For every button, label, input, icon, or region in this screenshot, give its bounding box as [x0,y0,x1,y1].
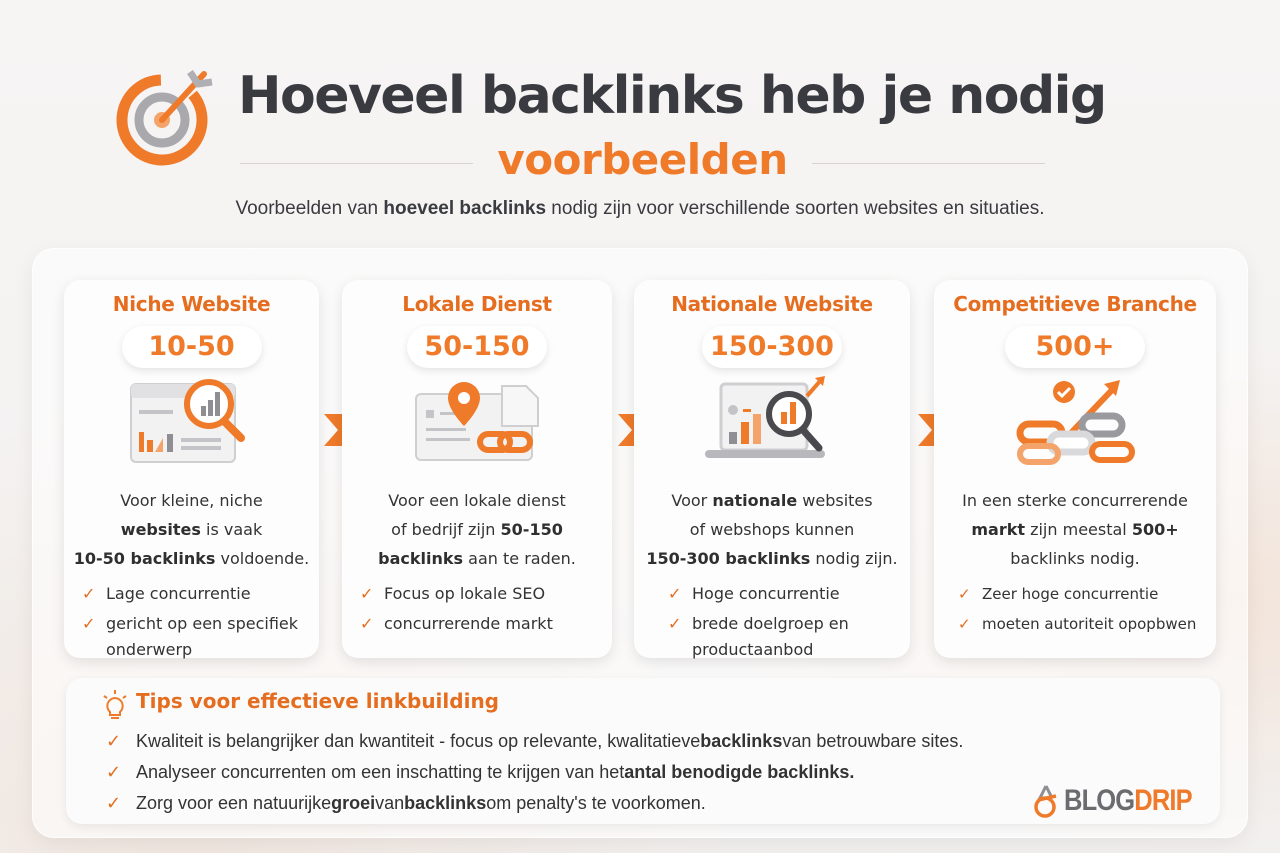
backlink-range-badge: 50-150 [407,326,547,368]
feature-list [634,581,910,663]
backlink-range-badge: 150-300 [702,326,842,368]
feature-item: ✓ concurrerende markt [360,611,612,637]
card-description: Voor nationale websites of webshops kunnen 150-300 backlinks nodig zijn. [646,491,898,568]
feature-item: ✓ Lage concurrentie [82,581,319,607]
tip-item: ✓ Zorg voor een natuurijke groei van backlinks om penalty's te voorkomen. [106,793,706,814]
backlink-range-badge: 500+ [1005,326,1145,368]
check-icon: ✓ [106,793,122,814]
intro-text [0,198,1280,220]
card-title: Competitieve Branche [953,292,1197,316]
laptop-growth-icon [697,376,847,468]
tip-item: ✓ Kwaliteit is belangrijker dan kwantiteit - focus op relevante, kwalitatieve backlinks van betrouwbare sites. [106,731,964,752]
card-competitieve-branche [934,280,1216,658]
card-title: Nationale Website [671,292,873,316]
intro-pre: Voorbeelden van [235,198,384,219]
location-link-icon [402,376,552,468]
card-description: Voor een lokale dienst of bedrijf zijn 50-150 backlinks aan te raden. [378,491,576,568]
feature-list [64,581,319,663]
tips-title: Tips voor effectieve linkbuilding [136,689,499,713]
search-analytics-icon [117,376,267,468]
tip-item: ✓ Analyseer concurrenten om een inschatting te krijgen van het antal benodigde backlinks. [106,762,855,783]
lightbulb-icon [100,688,130,722]
feature-item: ✓ moeten autoriteit opopbwen [958,611,1216,637]
subtitle-row [240,134,1045,184]
check-icon: ✓ [668,614,682,633]
feature-item: ✓ Focus op lokale SEO [360,581,612,607]
feature-item: ✓ Zeer hoge concurrentie [958,581,1216,607]
check-icon: ✓ [360,584,374,603]
header [0,0,1280,240]
card-description: In een sterke concurrerende markt zijn meestal 500+ backlinks nodig. [962,491,1188,568]
chain-growth-icon [1000,376,1150,468]
check-icon: ✓ [668,584,682,603]
brand-logo [1032,784,1214,818]
card-description: Voor kleine, niche websites is vaak 10-50 backlinks voldoende. [73,491,310,568]
card-nationale-website [634,280,910,658]
feature-item: ✓ brede doelgroep en productaanbod [668,611,910,663]
page-title: Hoeveel backlinks heb je nodig [238,66,1106,126]
card-niche-website [64,280,319,658]
divider-left [240,163,473,164]
brand-name: BLOGDRIP [1063,784,1192,817]
check-icon: ✓ [958,585,971,603]
tips-list [106,726,963,819]
card-title: Niche Website [112,292,271,316]
divider-right [812,163,1045,164]
feature-list [934,581,1216,637]
check-icon: ✓ [360,614,374,633]
tips-box [66,678,1220,824]
feature-item: ✓ Hoge concurrentie [668,581,910,607]
card-title: Lokale Dienst [402,292,552,316]
feature-item: ✓ gericht op een specifiek onderwerp [82,611,319,663]
page-subtitle: voorbeelden [497,134,788,184]
backlink-range-badge: 10-50 [122,326,262,368]
intro-bold: hoeveel backlinks [383,198,547,219]
check-icon: ✓ [82,614,96,633]
check-icon: ✓ [958,615,971,633]
check-icon: ✓ [82,584,96,603]
card-lokale-dienst [342,280,612,658]
check-icon: ✓ [106,731,122,752]
check-icon: ✓ [106,762,122,783]
target-arrow-icon [112,62,220,170]
intro-post: nodig zijn voor verschillende soorten websites en situaties. [546,198,1045,219]
drop-logo-icon [1032,784,1060,818]
feature-list [342,581,612,637]
